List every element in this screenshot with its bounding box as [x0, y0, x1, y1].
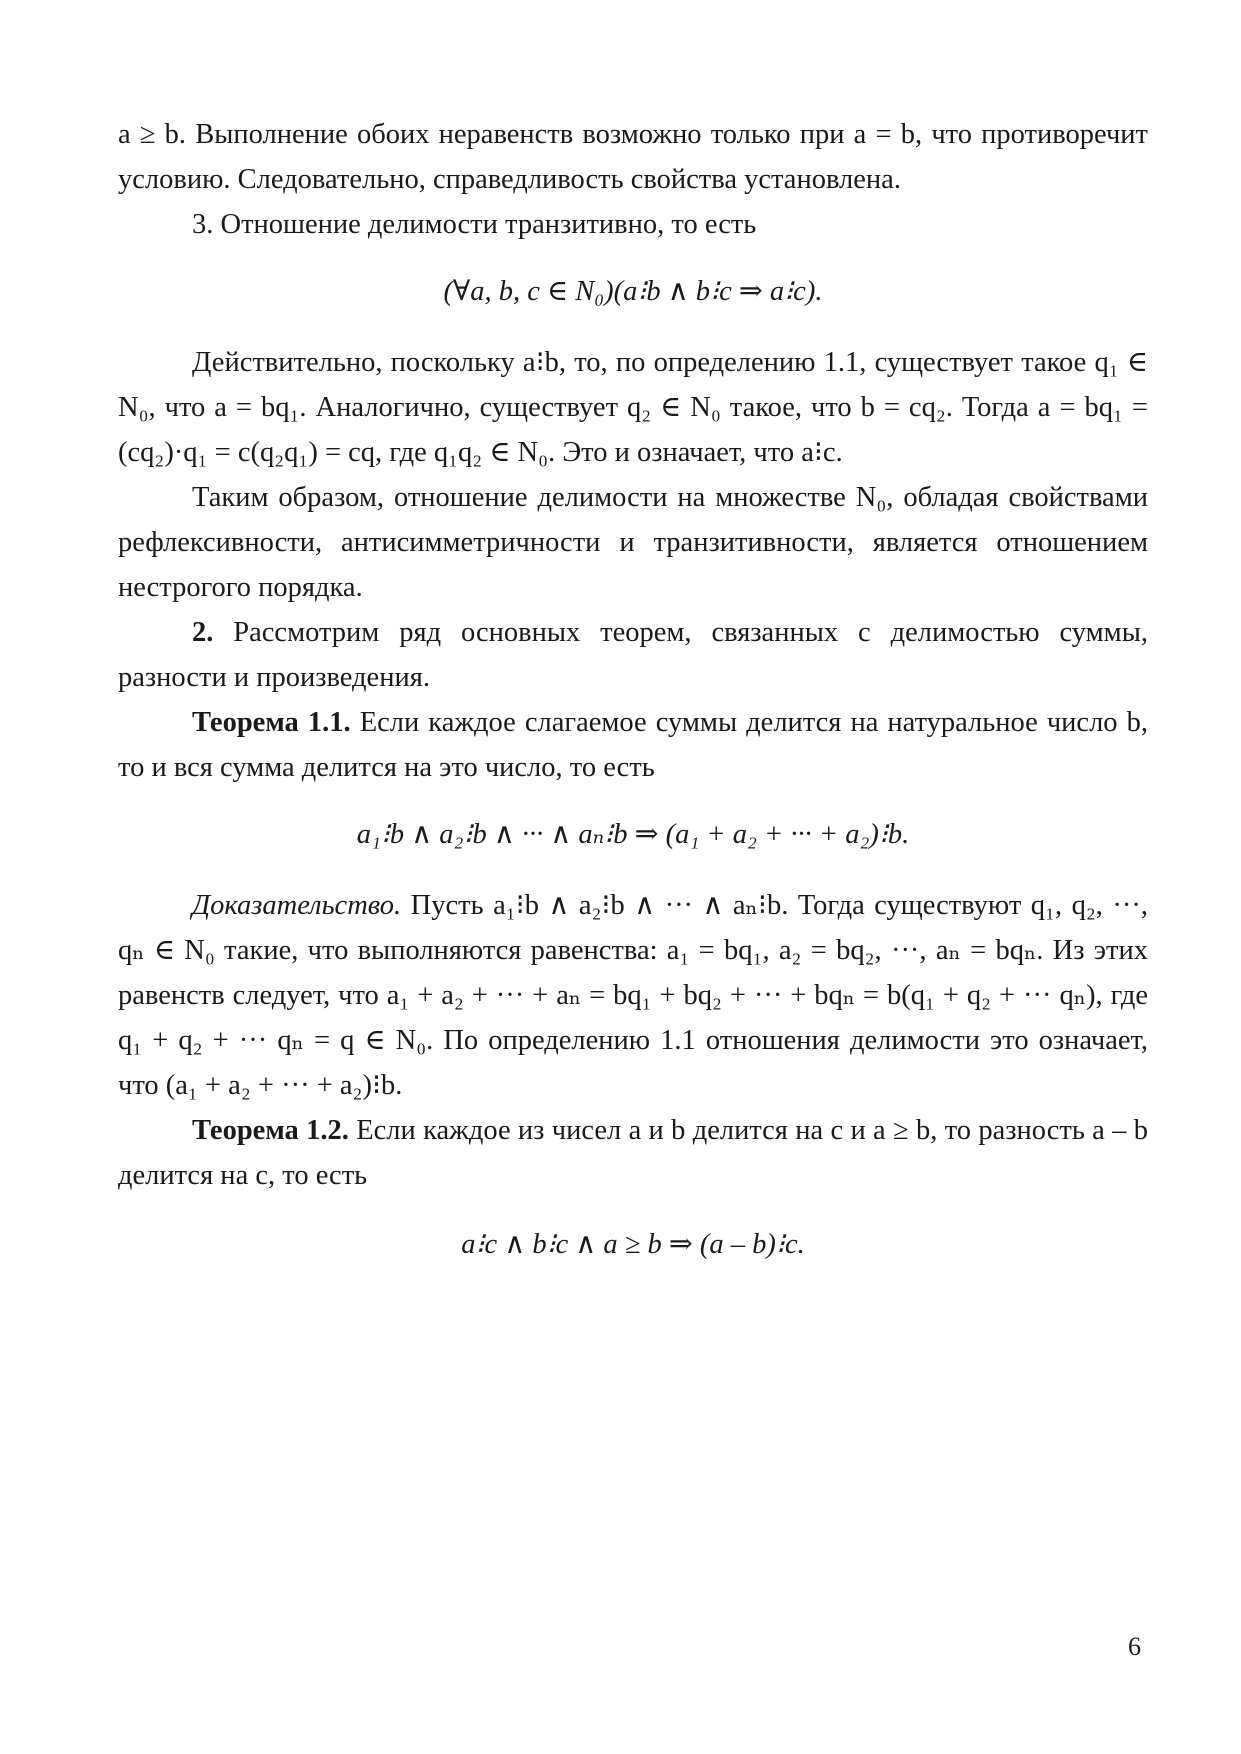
paragraph-proof-transitivity: Действительно, поскольку a⁝b, то, по определению 1.1, существует такое q₁ ∈ N₀, что a = bq₁. Аналогично, существует q₂ ∈ N₀ такое, что b = cq₂. Тогда a = bq₁ = (cq₂)·q₁ = c(q₂q₁) = cq, где q₁q₂ ∈ N₀. Это и означает, что a⁝c.	[118, 347, 1148, 468]
paragraph-transitivity: 3. Отношение делимости транзитивно, то есть	[192, 209, 757, 240]
page-content	[118, 112, 1148, 1267]
proof-label: Доказательство.	[192, 890, 402, 921]
section-number: 2.	[192, 617, 214, 648]
theorem-1-2: Теорема 1.2. Если каждое из чисел a и b делится на c и a ≥ b, то разность a – b делится на c, то есть	[118, 1115, 1149, 1191]
theorem-label: Теорема 1.2.	[192, 1115, 349, 1146]
theorem-label: Теорема 1.1.	[192, 707, 351, 738]
paragraph-section-2: 2. Рассмотрим ряд основных теорем, связанных с делимостью суммы, разности и произведения.	[118, 617, 1148, 693]
proof-theorem-1-1: Доказательство. Пусть a₁⁝b ∧ a₂⁝b ∧ ··· ∧ aₙ⁝b. Тогда существуют q₁, q₂, ···, qₙ ∈ N₀ такие, что выполняются равенства: a₁ = bq₁, a₂ = bq₂, ···, aₙ = bqₙ. Из этих равенств следует, что a₁ + a₂ + ··· + aₙ = bq₁ + bq₂ + ··· + bqₙ = b(q₁ + q₂ + ··· qₙ), где q₁ + q₂ + ··· qₙ = q ∈ N₀. По определению 1.1 отношения делимости это означает, что (a₁ + a₂ + ··· + a₂)⁝b.	[118, 890, 1148, 1101]
page-number: 6	[1128, 1632, 1141, 1661]
theorem-1-1: Теорема 1.1. Если каждое слагаемое суммы делится на натуральное число b, то и вся сумма делится на это число, то есть	[118, 707, 1149, 783]
paragraph-antisymmetry-end: a ≥ b. Выполнение обоих неравенств возможно только при a = b, что противоречит условию. Следовательно, справедливость свойства установлена.	[118, 119, 1148, 195]
formula-theorem-1-1: a₁⁝b ∧ a₂⁝b ∧ ··· ∧ aₙ⁝b ⇒ (a₁ + a₂ + ··· + a₂)⁝b.	[356, 819, 910, 850]
formula-transitivity: (∀a, b, c ∈ N₀)(a⁝b ∧ b⁝c ⇒ a⁝c).	[443, 276, 823, 307]
formula-theorem-1-2: a⁝c ∧ b⁝c ∧ a ≥ b ⇒ (a – b)⁝c.	[461, 1229, 805, 1260]
paragraph-order-relation: Таким образом, отношение делимости на множестве N₀, обладая свойствами рефлексивности, антисимметричности и транзитивности, является отношением нестрогого порядка.	[118, 482, 1148, 603]
